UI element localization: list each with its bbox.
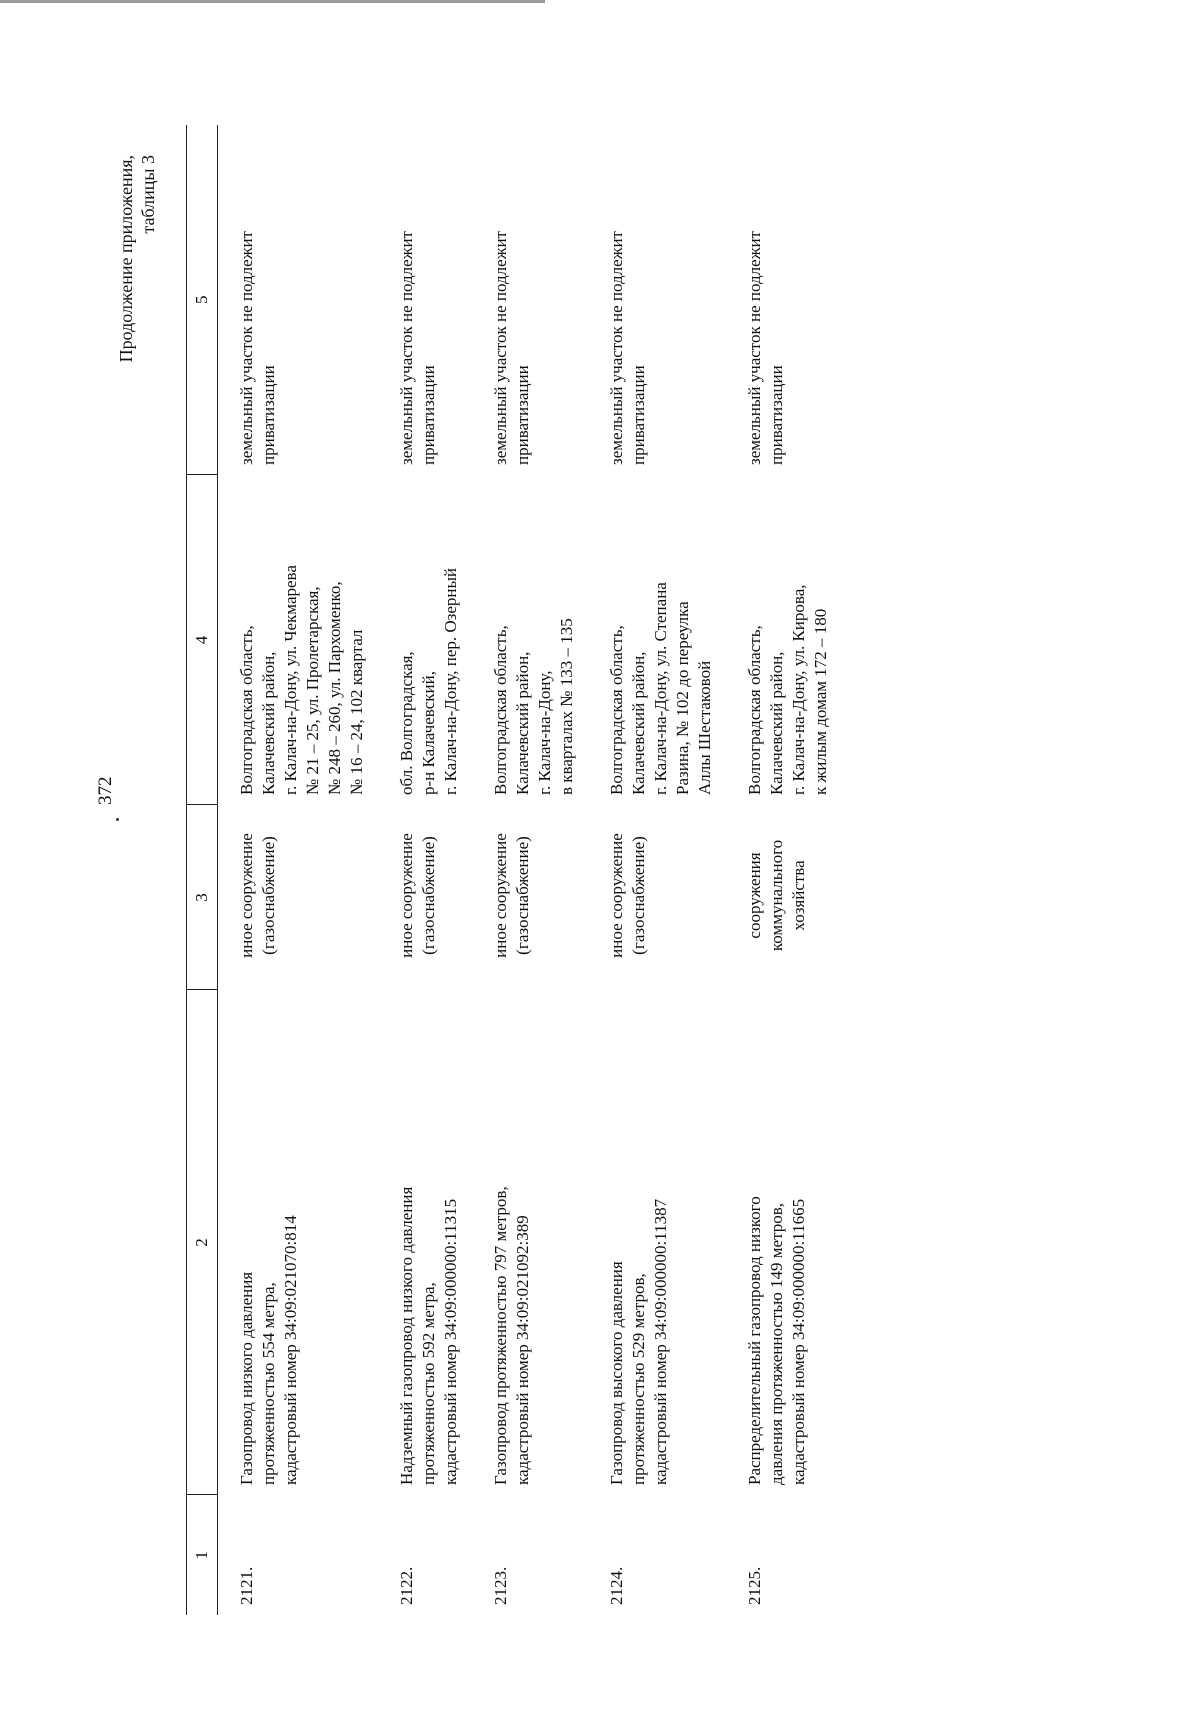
object-address-line: обл. Волгоградская, bbox=[397, 651, 416, 795]
row-number: 2125. bbox=[745, 1566, 764, 1605]
object-note-line: земельный участок не подлежит bbox=[491, 231, 510, 465]
object-name-line: Надземный газопровод низкого давления bbox=[397, 1186, 416, 1485]
row-number: 2122. bbox=[397, 1566, 416, 1605]
continuation-caption bbox=[115, 155, 159, 495]
object-note-line: приватизации bbox=[259, 365, 278, 465]
object-address-line: Калачевский район, bbox=[513, 651, 532, 795]
object-type bbox=[472, 805, 588, 990]
object-name-line: протяженностью 592 метра, bbox=[419, 1282, 438, 1485]
registry-table-wrap bbox=[186, 125, 842, 1615]
object-name-line: давления протяженностью 149 метров, bbox=[767, 1202, 786, 1485]
registry-table bbox=[186, 125, 842, 1615]
object-address-line: Разина, № 102 до переулка bbox=[673, 601, 692, 795]
object-name-line: протяженностью 529 метров, bbox=[629, 1273, 648, 1485]
column-header: 3 bbox=[187, 805, 218, 990]
column-header: 2 bbox=[187, 990, 218, 1495]
table-body bbox=[218, 125, 843, 1615]
object-note-line: приватизации bbox=[419, 365, 438, 465]
object-type bbox=[378, 805, 472, 990]
continuation-line: таблицы 3 bbox=[138, 155, 158, 234]
object-address-line: № 16 – 24, 102 квартал bbox=[347, 629, 366, 795]
object-note bbox=[378, 125, 472, 475]
object-name bbox=[726, 990, 842, 1495]
object-name-line: кадастровый номер 34:09:021070:814 bbox=[281, 1215, 300, 1485]
object-note-line: земельный участок не подлежит bbox=[607, 231, 626, 465]
object-type-line: коммунального bbox=[767, 839, 786, 952]
table-row bbox=[588, 125, 726, 1615]
object-address-line: № 21 – 25, ул. Пролетарская, bbox=[303, 586, 322, 795]
object-note bbox=[588, 125, 726, 475]
object-address-line: Калачевский район, bbox=[259, 651, 278, 795]
object-type-line: иное сооружение bbox=[237, 833, 256, 958]
object-type bbox=[588, 805, 726, 990]
object-address-line: г. Калач-на-Дону, пер. Озерный bbox=[441, 567, 460, 795]
page-number: 372 bbox=[95, 776, 116, 805]
object-name bbox=[588, 990, 726, 1495]
object-name bbox=[218, 990, 379, 1495]
table-row bbox=[472, 125, 588, 1615]
object-address-line: г. Калач-на-Дону, ул. Кирова, bbox=[789, 584, 808, 795]
object-name-line: Газопровод протяженностью 797 метров, bbox=[491, 1186, 510, 1485]
object-note bbox=[472, 125, 588, 475]
object-address-line: к жилым домам 172 – 180 bbox=[811, 608, 830, 795]
object-note-line: земельный участок не подлежит bbox=[745, 231, 764, 465]
object-type-line: (газоснабжение) bbox=[419, 836, 438, 955]
object-name-line: Газопровод низкого давления bbox=[237, 1271, 256, 1485]
object-name-line: кадастровый номер 34:09:021092:389 bbox=[513, 1215, 532, 1485]
object-note-line: приватизации bbox=[629, 365, 648, 465]
rotated-page bbox=[35, 35, 1125, 1675]
object-address-line: г. Калач-на-Дону, ул. Чекмарева bbox=[281, 565, 300, 795]
object-name-line: Распределительный газопровод низкого bbox=[745, 1196, 764, 1485]
column-header: 4 bbox=[187, 475, 218, 805]
row-number: 2123. bbox=[491, 1566, 510, 1605]
table-row bbox=[218, 125, 379, 1615]
object-note-line: приватизации bbox=[513, 365, 532, 465]
object-type-line: (газоснабжение) bbox=[259, 836, 278, 955]
object-note bbox=[218, 125, 379, 475]
object-address-line: Калачевский район, bbox=[767, 651, 786, 795]
object-type-line: иное сооружение bbox=[491, 833, 510, 958]
object-address-line: г. Калач-на-Дону, ул. Степана bbox=[651, 582, 670, 795]
object-note-line: земельный участок не подлежит bbox=[237, 231, 256, 465]
object-address-line: Волгоградская область, bbox=[237, 625, 256, 795]
object-name bbox=[472, 990, 588, 1495]
object-name-line: протяженностью 554 метра, bbox=[259, 1282, 278, 1485]
object-note-line: земельный участок не подлежит bbox=[397, 231, 416, 465]
object-type-line: хозяйства bbox=[789, 860, 808, 931]
scan-edge bbox=[0, 0, 545, 3]
header-row bbox=[187, 125, 218, 1615]
object-address-line: г. Калач-на-Дону, bbox=[535, 670, 554, 795]
object-type-line: иное сооружение bbox=[607, 833, 626, 958]
object-address-line: № 248 – 260, ул. Пархоменко, bbox=[325, 581, 344, 795]
object-name-line: кадастровый номер 34:09:000000:11665 bbox=[789, 1198, 808, 1485]
object-address-line: р-н Калачевский, bbox=[419, 671, 438, 795]
object-note bbox=[726, 125, 842, 475]
object-address-line: Волгоградская область, bbox=[491, 625, 510, 795]
continuation-line: Продолжение приложения, bbox=[116, 155, 136, 363]
object-name-line: кадастровый номер 34:09:000000:11315 bbox=[441, 1198, 460, 1485]
object-type bbox=[726, 805, 842, 990]
object-address-line: Волгоградская область, bbox=[607, 625, 626, 795]
object-address bbox=[472, 475, 588, 805]
table-row bbox=[378, 125, 472, 1615]
object-address-line: Волгоградская область, bbox=[745, 625, 764, 795]
object-address-line: Аллы Шестаковой bbox=[695, 660, 714, 795]
object-name-line: Газопровод высокого давления bbox=[607, 1261, 626, 1485]
object-address-line: Калачевский район, bbox=[629, 651, 648, 795]
column-header: 5 bbox=[187, 125, 218, 475]
object-address bbox=[218, 475, 379, 805]
column-header: 1 bbox=[187, 1495, 218, 1615]
object-type bbox=[218, 805, 379, 990]
object-address-line: в кварталах № 133 – 135 bbox=[557, 618, 576, 795]
object-address bbox=[726, 475, 842, 805]
row-number: 2121. bbox=[237, 1566, 256, 1605]
object-name-line: кадастровый номер 34:09:000000:11387 bbox=[651, 1198, 670, 1485]
object-type-line: (газоснабжение) bbox=[513, 836, 532, 955]
object-name bbox=[378, 990, 472, 1495]
object-type-line: иное сооружение bbox=[397, 833, 416, 958]
object-address bbox=[588, 475, 726, 805]
object-type-line: сооружения bbox=[745, 852, 764, 939]
object-note-line: приватизации bbox=[767, 365, 786, 465]
table-row bbox=[726, 125, 842, 1615]
object-address bbox=[378, 475, 472, 805]
row-number: 2124. bbox=[607, 1566, 626, 1605]
object-type-line: (газоснабжение) bbox=[629, 836, 648, 955]
